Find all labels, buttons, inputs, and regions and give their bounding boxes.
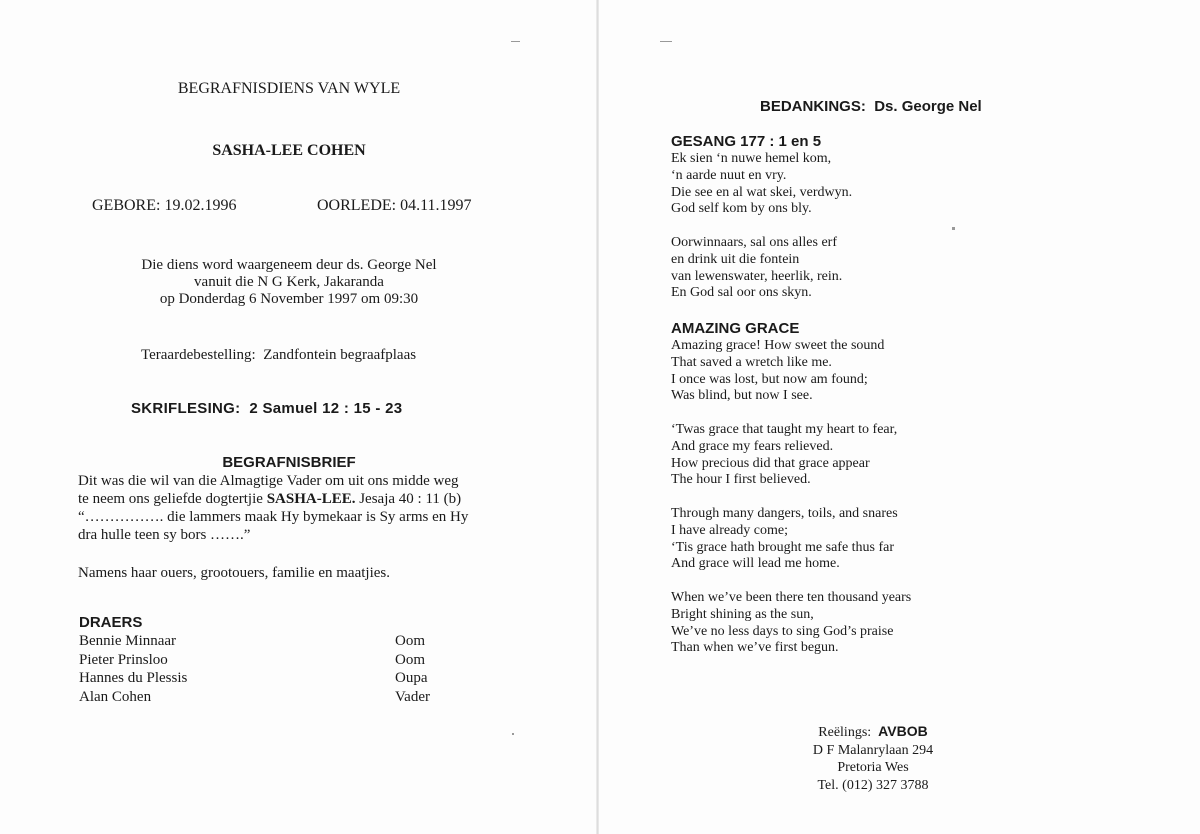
service-line: vanuit die N G Kerk, Jakaranda [194,274,384,290]
thanks-label: BEDANKINGS: [760,98,866,115]
thanks-name: Ds. George Nel [874,98,982,115]
verse-line: Oorwinnaars, sal ons alles erf [671,235,838,250]
verse-line: Bright shining as the sun, [671,606,814,622]
phone-line: Tel. (012) 327 3788 [817,777,929,793]
verse-line: Ek sien ‘n nuwe hemel kom, [671,151,832,166]
on-behalf-note: Namens haar ouers, grootouers, familie en maatjies. [78,565,390,581]
bearer-relation: Oupa [395,670,428,686]
thanks-line [760,98,982,115]
scan-speck [512,733,514,735]
verse-line: And grace my fears relieved. [671,438,834,454]
arrangements-label: Reëlings: [818,725,872,740]
scripture-reference: 2 Samuel 12 : 15 - 23 [249,400,403,417]
deceased-name: SASHA-LEE COHEN [212,142,366,159]
bearer-relation: Oom [395,651,425,668]
hymn2-verse3 [671,506,898,573]
arrangements-company: AVBOB [878,723,928,739]
burial-info [141,347,416,364]
service-line: op Donderdag 6 November 1997 om 09:30 [159,291,419,307]
bearer-relation: Oom [395,633,425,649]
hymn1-verse2 [671,235,842,302]
letter-name-bold: SASHA-LEE. [266,491,356,507]
scripture-label: SKRIFLESING: [131,400,241,417]
verse-line: ‘Tis grace hath brought me safe thus far [671,539,895,555]
verse-line: How precious did that grace appear [671,455,870,471]
hymn2-verse1 [671,338,884,405]
bearer-row [79,652,439,671]
verse-line: ‘n aarde nuut en vry. [671,167,787,183]
bearers-heading: DRAERS [79,614,143,631]
hymn1-title: GESANG 177 : 1 en 5 [671,133,822,150]
verse-line: And grace will lead me home. [671,556,840,572]
scan-speck [511,41,520,42]
arrangements-line [748,723,998,742]
death-date: OORLEDE: 04.11.1997 [317,197,472,214]
service-details [0,257,578,308]
service-title: BEGRAFNISDIENS VAN WYLE [177,80,401,97]
hymn1-verse1 [671,151,852,218]
letter-line: dra hulle teen sy bors …….” [78,527,251,543]
verse-line: When we’ve been there ten thousand years [671,590,912,605]
scripture-reading [131,400,402,417]
birth-date: GEBORE: 19.02.1996 [92,197,237,214]
bearer-name: Hannes du Plessis [79,670,188,686]
letter-line: “……………. die lammers maak Hy bymekaar is Sy arms en Hy [78,509,469,525]
verse-line: ‘Twas grace that taught my heart to fear, [671,422,898,437]
burial-place: Zandfontein begraafplaas [263,347,417,363]
verse-line: Die see en al wat skei, verdwyn. [671,184,853,200]
scan-speck [952,227,955,230]
verse-line: van lewenswater, heerlik, rein. [671,268,843,284]
address-line: Pretoria Wes [837,760,909,775]
verse-line: The hour I first believed. [671,472,811,488]
service-line: Die diens word waargeneem deur ds. George Nel [141,257,437,273]
bearers-list [79,633,439,707]
hymn2-verse4 [671,590,911,657]
verse-line: Was blind, but now I see. [671,388,813,404]
burial-label: Teraardebestelling: [141,347,256,363]
hymn2-title: AMAZING GRACE [671,320,800,337]
letter-text: te neem ons geliefde dogtertjie [78,491,267,507]
verse-line: That saved a wretch like me. [671,354,832,370]
verse-line: En God sal oor ons skyn. [671,285,812,301]
bearer-row [79,670,439,689]
verse-line: God self kom by ons bly. [671,201,812,217]
letter-line [78,490,468,508]
letter-heading: BEGRAFNISBRIEF [222,454,356,471]
bearer-name: Alan Cohen [79,688,152,705]
bearer-row [79,633,439,652]
funeral-letter [78,472,468,544]
letter-text: Jesaja 40 : 11 (b) [355,491,462,507]
verse-line: Amazing grace! How sweet the sound [671,338,885,353]
verse-line: Through many dangers, toils, and snares [671,506,898,521]
bearer-name: Bennie Minnaar [79,633,177,649]
verse-line: en drink uit die fontein [671,251,800,267]
verse-line: I once was lost, but now am found; [671,371,868,387]
left-page [0,0,597,834]
hymn2-verse2 [671,422,897,489]
bearer-relation: Vader [395,688,430,705]
scan-speck [660,41,672,42]
bearer-row [79,689,439,708]
verse-line: Than when we’ve first begun. [671,640,839,656]
bearer-name: Pieter Prinsloo [79,651,168,668]
right-page [598,0,1200,834]
verse-line: We’ve no less days to sing God’s praise [671,623,894,639]
letter-line: Dit was die wil van die Almagtige Vader om uit ons midde weg [78,473,459,489]
verse-line: I have already come; [671,522,788,538]
arrangements-block [748,723,998,794]
address-line: D F Malanrylaan 294 [812,742,934,758]
